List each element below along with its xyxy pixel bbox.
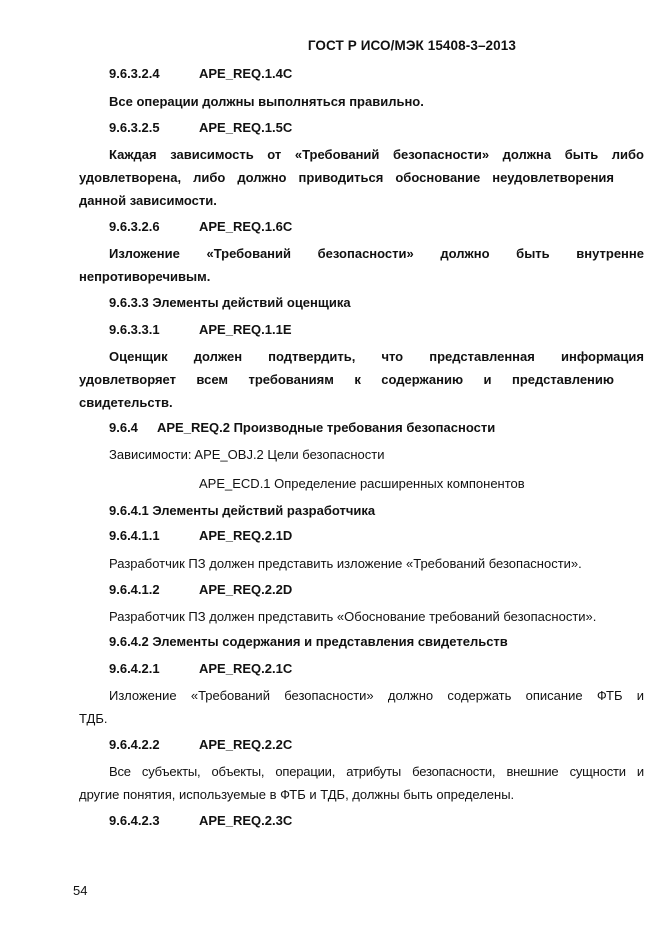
clause-text: Разработчик ПЗ должен представить «Обоснование требований безопасности». <box>109 609 597 624</box>
clause-number: 9.6.3.3.1 <box>109 322 160 337</box>
clause-text: ТДБ. <box>79 711 108 726</box>
clause-number: 9.6.3.2.5 <box>109 120 160 135</box>
clause-text: Изложение «Требований безопасности» должно быть внутренне <box>109 246 644 261</box>
section-heading: 9.6.4.1 Элементы действий разработчика <box>109 503 376 518</box>
clause-number: 9.6.3.2.4 <box>109 66 160 81</box>
clause-code: APE_REQ.1.4C <box>199 66 293 81</box>
clause-text: Все субъекты, объекты, операции, атрибуты безопасности, внешние сущности и <box>109 764 644 779</box>
clause-text: Все операции должны выполняться правильно. <box>109 94 424 109</box>
clause-code: APE_REQ.1.1E <box>199 322 292 337</box>
clause-code: APE_REQ.2.2C <box>199 737 293 752</box>
clause-text: Каждая зависимость от «Требований безопасности» должна быть либо <box>109 147 644 162</box>
clause-heading <box>79 318 644 342</box>
section-heading <box>79 416 644 440</box>
clause-heading <box>79 524 644 548</box>
section-heading: 9.6.4.2 Элементы содержания и представления свидетельств <box>109 634 508 649</box>
clause-text: Оценщик должен подтвердить, что представленная информация <box>109 349 644 364</box>
dependency-item: APE_ECD.1 Определение расширенных компонентов <box>199 476 525 491</box>
clause-number: 9.6.3.2.6 <box>109 219 160 234</box>
clause-text: Разработчик ПЗ должен представить изложение «Требований безопасности». <box>109 556 582 571</box>
clause-heading <box>79 578 644 602</box>
clause-code: APE_REQ.1.6C <box>199 219 293 234</box>
clause-code: APE_REQ.2.1D <box>199 528 293 543</box>
clause-text: Изложение «Требований безопасности» должно содержать описание ФТБ и <box>109 688 644 703</box>
clause-code: APE_REQ.2.1C <box>199 661 293 676</box>
dependencies-label: Зависимости: <box>109 447 192 462</box>
clause-text: свидетельств. <box>79 395 173 410</box>
clause-code: APE_REQ.2.3C <box>199 813 293 828</box>
clause-number: 9.6.4.2.3 <box>109 813 160 828</box>
page-header-title: ГОСТ Р ИСО/МЭК 15408-3–2013 <box>307 38 516 53</box>
clause-text: удовлетворяет всем требованиям к содержанию и представлению <box>79 372 614 387</box>
dependency-item: APE_OBJ.2 Цели безопасности <box>194 447 385 462</box>
page-number: 54 <box>73 883 88 898</box>
section-title: APE_REQ.2 Производные требования безопасности <box>157 420 496 435</box>
clause-text: другие понятия, используемые в ФТБ и ТДБ, должны быть определены. <box>79 787 515 802</box>
clause-number: 9.6.4.1.2 <box>109 582 160 597</box>
clause-heading <box>79 657 644 681</box>
dependencies-line <box>79 443 644 467</box>
section-heading: 9.6.3.3 Элементы действий оценщика <box>109 295 351 310</box>
clause-heading <box>79 116 644 140</box>
clause-heading <box>79 809 644 833</box>
clause-text: данной зависимости. <box>79 193 217 208</box>
clause-heading <box>79 215 644 239</box>
clause-heading <box>79 62 644 86</box>
clause-code: APE_REQ.1.5C <box>199 120 293 135</box>
section-number: 9.6.4 <box>109 420 138 435</box>
clause-number: 9.6.4.1.1 <box>109 528 160 543</box>
clause-text: удовлетворена, либо должно приводиться обоснование неудовлетворения <box>79 170 614 185</box>
clause-code: APE_REQ.2.2D <box>199 582 293 597</box>
clause-heading <box>79 733 644 757</box>
clause-text: непротиворечивым. <box>79 269 211 284</box>
clause-number: 9.6.4.2.1 <box>109 661 160 676</box>
clause-number: 9.6.4.2.2 <box>109 737 160 752</box>
